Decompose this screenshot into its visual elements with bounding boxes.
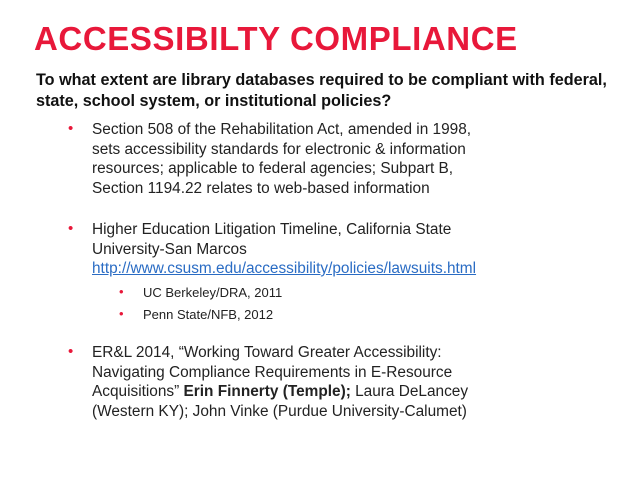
bullet-litigation-timeline — [92, 220, 592, 279]
bullet-text: Acquisitions” — [92, 383, 184, 400]
bullet-line: Section 508 of the Rehabilitation Act, amended in 1998, — [92, 121, 472, 138]
bullet-line — [92, 382, 592, 402]
lawsuits-link[interactable]: http://www.csusm.edu/accessibility/policies/lawsuits.html — [92, 260, 477, 277]
bullet-marker: • — [68, 343, 74, 360]
bullet-line: ER&L 2014, “Working Toward Greater Accessibility: — [92, 344, 442, 361]
bullet-line: Higher Education Litigation Timeline, California State — [92, 221, 452, 238]
bullet-line: sets accessibility standards for electronic & information — [92, 140, 466, 158]
sub-item-uc-berkeley: UC Berkeley/DRA, 2011 — [143, 285, 283, 300]
bullet-erl-2014 — [92, 343, 592, 421]
slide-question: To what extent are library databases required to be compliant with federal, state, school system, or institutional policies? — [36, 71, 607, 110]
bullet-text: Laura DeLancey — [350, 383, 469, 400]
bullet-line: resources; applicable to federal agencies; Subpart B, — [92, 160, 454, 177]
presenter-name: Erin Finnerty (Temple); — [183, 383, 351, 400]
sub-item-penn-state: Penn State/NFB, 2012 — [143, 307, 274, 322]
bullet-line: University-San Marcos — [92, 240, 247, 258]
sub-bullet-marker: • — [119, 306, 124, 321]
sub-bullet-marker: • — [119, 284, 124, 299]
bullet-marker: • — [68, 220, 74, 237]
slide-title: ACCESSIBILTY COMPLIANCE — [34, 20, 518, 57]
bullet-section-508 — [92, 120, 592, 198]
bullet-line: Section 1194.22 relates to web-based information — [92, 179, 430, 197]
bullet-line: Navigating Compliance Requirements in E-Resource — [92, 363, 453, 381]
bullet-marker: • — [68, 120, 74, 137]
bullet-line: (Western KY); John Vinke (Purdue University-Calumet) — [92, 402, 467, 420]
